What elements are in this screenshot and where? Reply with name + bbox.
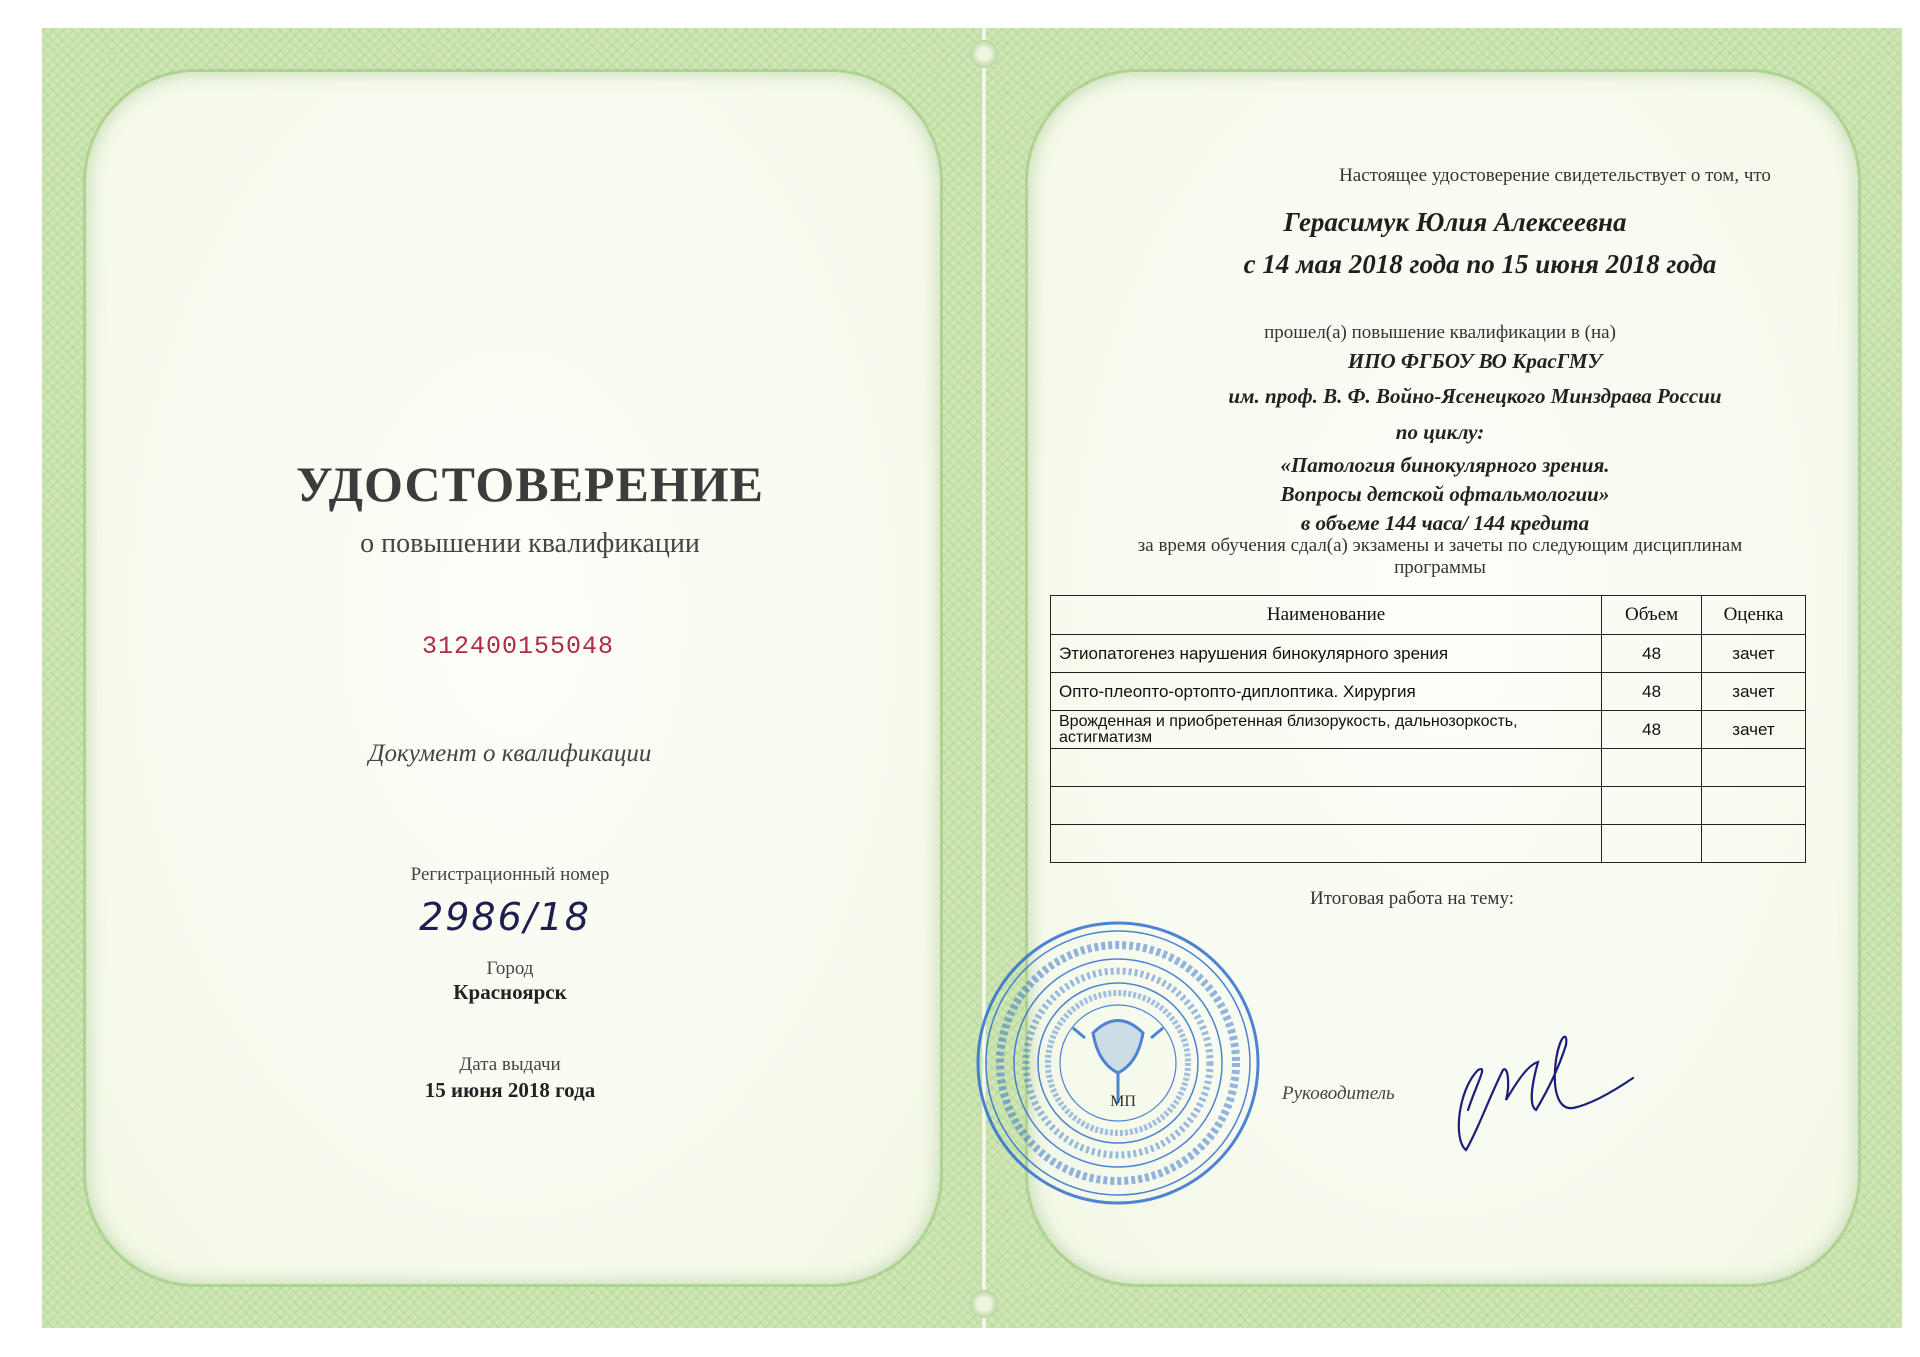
table-row-empty [1051, 787, 1806, 825]
discipline-volume: 48 [1602, 711, 1702, 749]
intro-text: Настоящее удостоверение свидетельствует о том, что [1339, 165, 1771, 186]
disciplines-table [1050, 595, 1806, 863]
left-page [42, 28, 984, 1328]
city-value: Красноярск [453, 980, 567, 1004]
exams-text-line-2: программы [1394, 557, 1486, 578]
serial-number: 312400155048 [421, 632, 615, 661]
stamp-mark: МП [1110, 1093, 1136, 1110]
table-header-row [1051, 596, 1806, 635]
discipline-name: Опто-плеопто-ортопто-диплоптика. Хирургия [1051, 673, 1602, 711]
document-title: УДОСТОВЕРЕНИЕ [296, 456, 764, 512]
binding-knot-top [970, 40, 998, 68]
head-label: Руководитель [1282, 1083, 1395, 1104]
issue-date-label: Дата выдачи [459, 1054, 561, 1075]
final-work-label: Итоговая работа на тему: [1310, 888, 1514, 909]
registration-label: Регистрационный номер [410, 864, 610, 885]
discipline-name: Этиопатогенез нарушения бинокулярного зрения [1051, 635, 1602, 673]
table-row-empty [1051, 825, 1806, 863]
signature-icon [1448, 1010, 1648, 1160]
table-row [1051, 635, 1806, 673]
discipline-grade: зачет [1702, 711, 1806, 749]
column-header-name: Наименование [1051, 596, 1602, 635]
course-title-line-2: Вопросы детской офтальмологии» [1280, 482, 1610, 506]
training-period: с 14 мая 2018 года по 15 июня 2018 года [1243, 249, 1717, 279]
registration-number: 2986/18 [419, 895, 591, 939]
exams-text-line-1: за время обучения сдал(а) экзамены и зачеты по следующим дисциплинам [1137, 535, 1743, 556]
discipline-volume: 48 [1602, 635, 1702, 673]
column-header-grade: Оценка [1702, 596, 1806, 635]
discipline-name: Врожденная и приобретенная близорукость, дальнозоркость, астигматизм [1051, 711, 1602, 749]
completed-label: прошел(а) повышение квалификации в (на) [1264, 322, 1616, 343]
discipline-volume: 48 [1602, 673, 1702, 711]
institution-line-2: им. проф. В. Ф. Войно-Ясенецкого Минздрава России [1228, 384, 1722, 408]
document-kind: Документ о квалификации [368, 740, 652, 767]
discipline-grade: зачет [1702, 635, 1806, 673]
institution-line-1: ИПО ФГБОУ ВО КрасГМУ [1347, 349, 1603, 373]
course-volume: в объеме 144 часа/ 144 кредита [1300, 511, 1590, 535]
cycle-label: по циклу: [1395, 420, 1485, 444]
table-row [1051, 673, 1806, 711]
document-subtitle: о повышении квалификации [360, 528, 700, 559]
issue-date-value: 15 июня 2018 года [424, 1078, 596, 1102]
official-stamp-seal [973, 918, 1263, 1208]
full-name: Герасимук Юлия Алексеевна [1283, 207, 1627, 237]
city-label: Город [486, 958, 534, 979]
table-row-empty [1051, 749, 1806, 787]
discipline-grade: зачет [1702, 673, 1806, 711]
binding-knot-bottom [970, 1290, 998, 1318]
column-header-volume: Объем [1602, 596, 1702, 635]
table-row [1051, 711, 1806, 749]
course-title-line-1: «Патология бинокулярного зрения. [1280, 453, 1610, 477]
